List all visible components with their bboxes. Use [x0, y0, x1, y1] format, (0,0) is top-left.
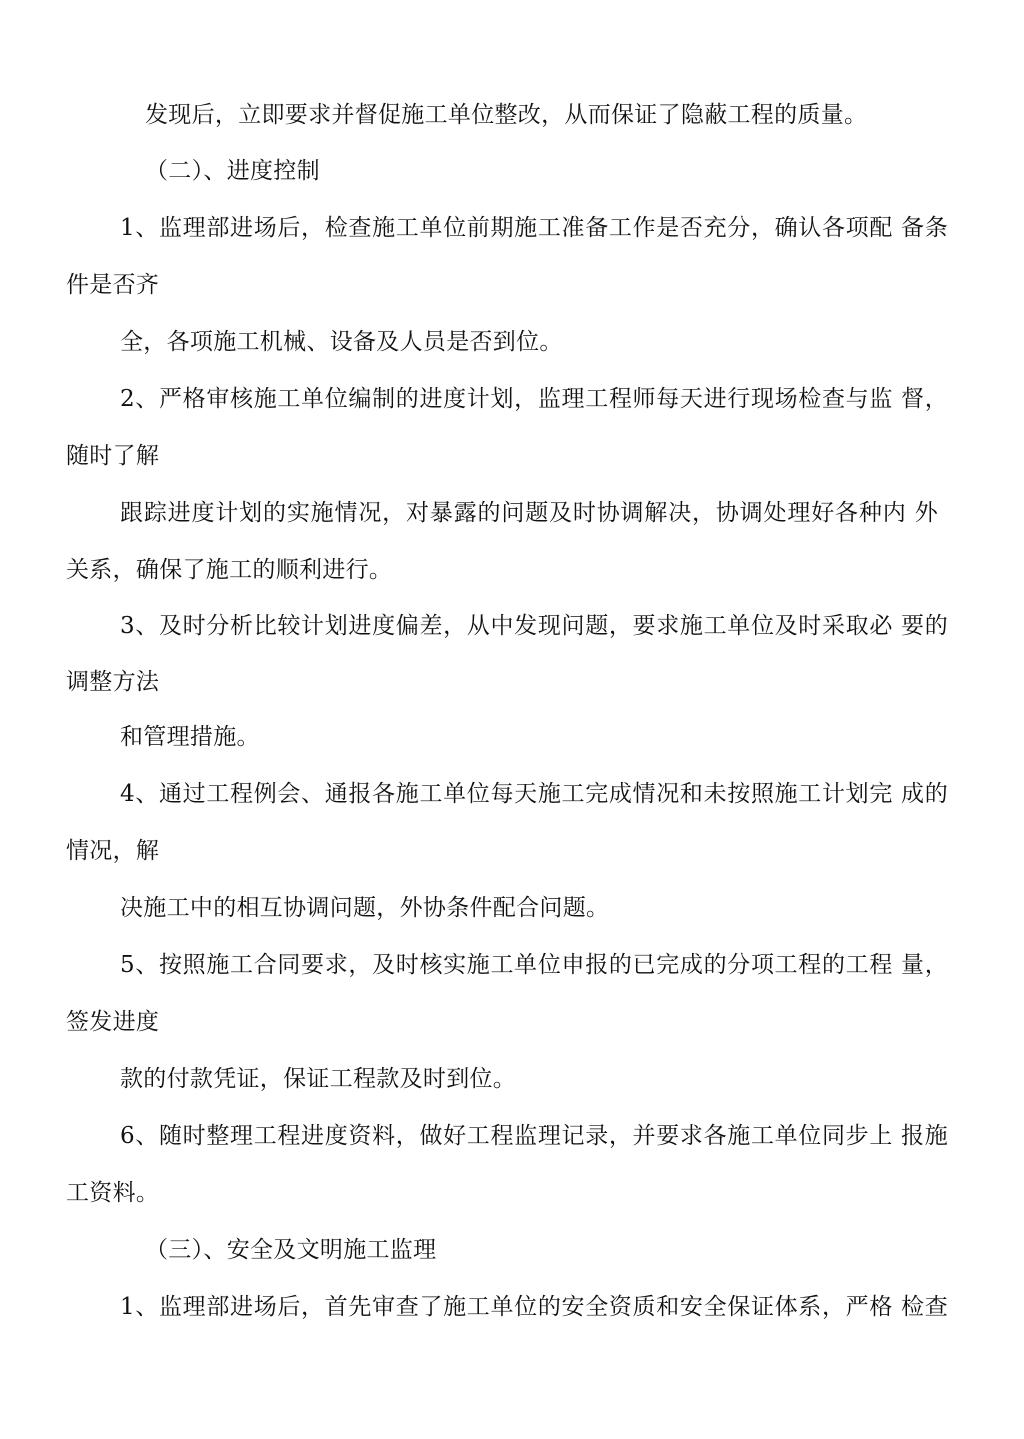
paragraph-line: 随时了解	[66, 443, 160, 469]
paragraph-line: 1、监理部进场后，首先审查了施工单位的安全资质和安全保证体系，严格 检查	[120, 1294, 948, 1320]
paragraph-line: 2、严格审核施工单位编制的进度计划，监理工程师每天进行现场检查与监 督，	[120, 386, 948, 412]
paragraph-line: 1、监理部进场后，检查施工单位前期施工准备工作是否充分，确认各项配 备条	[120, 215, 948, 241]
paragraph-line: 和管理措施。	[120, 724, 260, 750]
paragraph-line: 3、及时分析比较计划进度偏差，从中发现问题，要求施工单位及时采取必 要的	[120, 613, 948, 639]
paragraph-line: 5、按照施工合同要求，及时核实施工单位申报的已完成的分项工程的工程 量，	[120, 952, 948, 978]
paragraph-line: 发现后，立即要求并督促施工单位整改，从而保证了隐蔽工程的质量。	[145, 102, 868, 128]
paragraph-line: 跟踪进度计划的实施情况，对暴露的问题及时协调解决，协调处理好各种内 外	[120, 500, 938, 526]
paragraph-line: 工资料。	[66, 1180, 160, 1206]
paragraph-line: 全，各项施工机械、设备及人员是否到位。	[120, 329, 563, 355]
paragraph-line: 6、随时整理工程进度资料，做好工程监理记录，并要求各施工单位同步上 报施	[120, 1123, 948, 1149]
paragraph-line: 款的付款凭证，保证工程款及时到位。	[120, 1066, 517, 1092]
section-heading-progress-control: （二）、进度控制	[145, 158, 320, 184]
paragraph-line: 签发进度	[66, 1009, 160, 1035]
paragraph-line: 4、通过工程例会、通报各施工单位每天施工完成情况和未按照施工计划完 成的	[120, 781, 948, 807]
paragraph-line: 决施工中的相互协调问题，外协条件配合问题。	[120, 895, 610, 921]
paragraph-line: 调整方法	[66, 669, 160, 695]
section-heading-safety-civilized-construction: （三）、安全及文明施工监理	[145, 1237, 437, 1263]
paragraph-line: 关系，确保了施工的顺利进行。	[66, 557, 393, 583]
paragraph-line: 情况，解	[66, 838, 160, 864]
paragraph-line: 件是否齐	[66, 272, 160, 298]
